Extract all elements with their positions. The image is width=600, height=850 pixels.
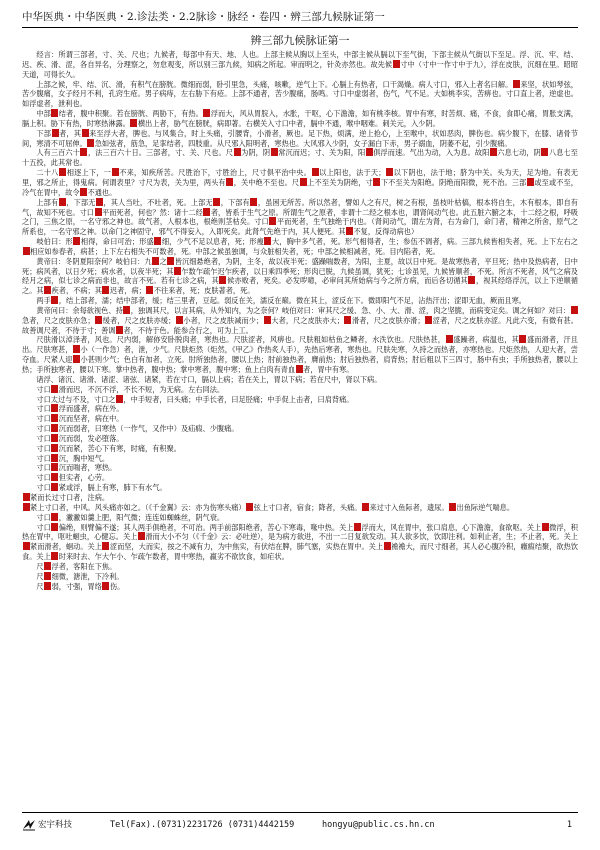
text-run: 相应如参春者，病甚；上下左右相失不可数者，死。中部之候虽独调，与众脏相失者，死；中部之候相减者，死。目内陷者，死。	[30, 246, 440, 256]
redacted-glyph-icon	[52, 129, 59, 137]
redacted-glyph-icon	[213, 198, 220, 206]
redacted-glyph-icon	[51, 385, 58, 393]
redacted-glyph-icon	[51, 424, 58, 432]
redacted-glyph-icon	[344, 316, 351, 324]
text-run: 尺肤滑以淖泽者，风也。尺内弱，解㑊安卧脱肉者，寒热也。尺肤涩者，风痹也。尺肤粗如枯鱼之鳞者，水泆饮也。尺肤热甚，	[36, 335, 446, 345]
text-run: 浮而盛者，病在外。	[58, 404, 124, 414]
redacted-glyph-icon	[23, 247, 30, 255]
paragraph	[22, 395, 578, 405]
hongyu-logo-icon	[22, 818, 36, 831]
text-run: 六息七动，阴	[497, 148, 541, 158]
text-run: 急者，尺之皮肤亦急；	[22, 315, 95, 325]
text-run: ，其人当吐，不吐者，死。上部无	[103, 197, 213, 207]
redacted-glyph-icon	[23, 542, 30, 550]
paragraph	[22, 523, 578, 562]
redacted-glyph-icon	[51, 434, 58, 442]
text-run: 常沉而迟；寸、关为阳，阳	[278, 148, 366, 158]
redacted-glyph-icon	[51, 463, 58, 471]
redacted-glyph-icon	[102, 286, 109, 294]
text-run: 之	[159, 256, 167, 266]
paragraph	[22, 513, 578, 523]
text-run: 盛躁者，病温也，其	[453, 335, 519, 345]
footer-telfax: Tel(Fax).(0731)2231726 (0731)4442159	[110, 820, 295, 830]
text-run: 紧或浮，膈上有寒，肺下有水气。	[58, 483, 167, 493]
redacted-glyph-icon	[167, 257, 174, 265]
text-run: 诸浮、诸沉、诸滑、诸涩、诸弦、诸紧，若在寸口，膈以上病；若在关上，胃以下病；若在尺中，肾以下病。	[36, 374, 382, 384]
redacted-glyph-icon	[519, 335, 526, 343]
text-run: 滑者，尺之皮肤亦滑；	[351, 315, 425, 325]
text-run: 者，其	[59, 128, 82, 138]
text-run: ，中手短者，曰头痛；中手长者，曰足胫痛；中手促上击者，曰肩背痛。	[123, 394, 354, 404]
redacted-glyph-icon	[449, 503, 456, 511]
paragraph	[22, 572, 578, 582]
footer-rule	[22, 812, 578, 813]
redacted-glyph-icon	[130, 119, 137, 127]
text-run: 浮而大，风从胃脘入，水胀，干呕，心下澹澹，如有桃李核。胃中有寒，时苦烦、痛，不食，食即心痛，胃胀支满，膈上积。胁下有热，时寒热淋露。	[22, 109, 578, 128]
text-run: 黄帝问曰：余每欲视色、持	[36, 305, 123, 315]
redacted-glyph-icon	[386, 168, 393, 176]
redacted-glyph-icon	[203, 208, 210, 216]
redacted-glyph-icon	[269, 217, 276, 225]
redacted-glyph-icon	[87, 139, 94, 147]
redacted-glyph-icon	[51, 404, 58, 412]
paragraph	[22, 414, 578, 424]
redacted-glyph-icon	[527, 178, 534, 186]
text-run: 急如弦者，筋急，足挛结者，四肢重。从尺邪入阳明者，寒热也。大风邪入少阴，女子漏白下赤，男子溺血，阴萎不起，引少腹痛。	[94, 138, 512, 148]
footer-company: 宏宇科技	[38, 820, 73, 830]
redacted-glyph-icon	[51, 454, 58, 462]
redacted-glyph-icon	[59, 168, 66, 176]
paragraph	[22, 582, 578, 592]
text-run: 相得，命曰可治；形盛	[80, 237, 154, 247]
text-run: 下部	[36, 128, 51, 138]
redacted-glyph-icon	[51, 523, 58, 531]
text-run: 尺	[36, 571, 44, 581]
paragraph	[22, 198, 578, 237]
text-run: 小（一作急）者，泄，少气。尺肤炬然（炬然，《甲乙》作热炙人手），先热后寒者，寒热也。尺肤先寒，久持之而热者，亦寒热也。尺炬然热，人迎大者，尝夺血。尺紧人迎	[22, 345, 578, 365]
text-run: 岐伯曰：形	[36, 237, 73, 247]
text-run: 寸口	[36, 453, 51, 463]
paragraph	[22, 109, 578, 129]
redacted-glyph-icon	[95, 316, 102, 324]
redacted-glyph-icon	[95, 208, 102, 216]
redacted-glyph-icon	[226, 178, 233, 186]
text-run: 寸口	[36, 414, 51, 424]
text-run: 弱，寸强，胃络	[51, 581, 102, 591]
redacted-glyph-icon	[80, 148, 87, 156]
redacted-glyph-icon	[102, 582, 109, 590]
redacted-glyph-icon	[51, 296, 58, 304]
text-run: ，下部有	[220, 197, 250, 207]
text-run: 横出上者，胁气在膀胱，病即著。右横关入寸口中者，膈中不通，喉中咽难。刺关元，入少阴。	[137, 118, 440, 128]
paragraph	[22, 50, 578, 80]
redacted-glyph-icon	[271, 148, 278, 156]
text-run: 者，胃中有寒。	[303, 365, 354, 374]
redacted-glyph-icon	[73, 345, 80, 353]
redacted-glyph-icon	[542, 523, 549, 531]
paragraph	[22, 483, 578, 493]
redacted-glyph-icon	[73, 355, 80, 363]
text-run: 或至或不至，冷气在胃中，故令	[22, 177, 578, 197]
paragraph	[22, 80, 578, 110]
text-run: 下不至关为阳绝。阴绝而阳微，死不治。三部	[380, 177, 527, 187]
redacted-glyph-icon	[393, 60, 400, 68]
redacted-glyph-icon	[571, 306, 578, 314]
paragraph	[22, 424, 578, 434]
text-run: 寸口	[36, 404, 51, 414]
breadcrumb: 中华医典・中华医典・2.诊法类・2.2脉诊・脉经・卷四・辨三部九候脉证第一	[22, 11, 385, 23]
text-run: 小甚则少气；色白有加者，立死。肘所独热者，腰以上热；肘前独热者，膺前热；肘后独热者，肩背热；肘后粗以下三四寸，肠中有虫；手所独热者，腰以上热；手所独寒者，腰以下寒。掌中热者，腹中热；掌中寒者，腹中寒；鱼上白肉有青血	[22, 355, 578, 374]
redacted-glyph-icon	[490, 148, 497, 156]
paragraph	[22, 473, 578, 483]
text-run: 人有三百六十	[36, 148, 80, 158]
redacted-glyph-icon	[312, 168, 319, 176]
text-run: 细微，溏泄，下冷利。	[51, 571, 124, 581]
text-run: 时来时去、乍大乍小、乍疏乍数者，胃中寒热，羸劣不欲饮食，如疟状。	[58, 552, 289, 562]
text-run: 浮者，客阳在下焦。	[51, 561, 117, 571]
redacted-glyph-icon	[300, 178, 307, 186]
redacted-glyph-icon	[203, 109, 210, 117]
text-run: 不复，反得动病也）	[353, 227, 419, 237]
text-run: 滑而大小不匀（《千金》云：必吐逆），是为病方欲进，不出一二日复欲发动。其人欲多饮，饮即注利。如利止者，生；不止者，死。关上	[145, 532, 578, 542]
text-run: 伤。	[109, 581, 125, 591]
paragraph	[22, 493, 578, 503]
text-run: 细，少气不足以息者，死；形瘦	[161, 237, 264, 247]
text-run: ，独调其尺，以言其病，从外知内，为之奈何？岐伯对曰：审其尺之缓、急、小、大、滑、涩，肉之坚脆，而病变定矣。调之何如？对曰：	[130, 305, 570, 315]
redacted-glyph-icon	[51, 414, 58, 422]
text-run: 寸口	[36, 463, 51, 473]
redacted-glyph-icon	[116, 395, 123, 403]
text-run: 沉，胸中短气。	[58, 453, 110, 463]
redacted-glyph-icon	[146, 286, 153, 294]
text-run: 涩而坚，大而实，按之不减有力，为中焦实，有伏结在脾，肺气塞，实热在胃中。关上	[109, 542, 384, 552]
text-run: 紧而长过寸口者，注病。	[30, 492, 110, 502]
redacted-glyph-icon	[112, 168, 119, 176]
text-run: 沉而紧，苦心下有寒，时痛，有积聚。	[58, 443, 181, 453]
text-run: 两手	[36, 296, 51, 306]
paragraph	[22, 404, 578, 414]
text-run: 候亦败者，死矣。必发哕噫，必审问其所始病与今之所方病，而后各切循其	[226, 276, 468, 286]
paragraph	[22, 306, 578, 336]
text-run: 来至浮大者，脾也。与风集合，时上头痛，引腰背，小滑者，厥也。足下热，烦满，逆上抢心，上至喉中，状如恶肉，脾伤也。病少腹下，在膝、诸骨节间，寒清不可屈伸。	[22, 128, 578, 148]
paragraph	[22, 257, 578, 296]
redacted-glyph-icon	[116, 326, 123, 334]
redacted-glyph-icon	[366, 148, 373, 156]
redacted-glyph-icon	[152, 257, 159, 265]
footer-email: hongyu@public.cs.hn.cn	[322, 820, 435, 830]
paragraph	[22, 444, 578, 454]
paragraph	[22, 129, 578, 149]
redacted-glyph-icon	[44, 286, 51, 294]
text-run: 寸口	[36, 473, 51, 483]
text-run: 皆沉细悬绝者，为阴，主冬，故以夜半死；盛躁喘数者，为阳，主夏，故以日中死。是故寒热者，平旦死；热中及热病者，日中死；病风者，以日夕死；病水者，以夜半死；其	[22, 256, 578, 276]
redacted-glyph-icon	[154, 237, 161, 245]
text-run: 中部	[36, 109, 51, 119]
text-run: 迟者，病；	[109, 286, 146, 296]
redacted-glyph-icon	[174, 267, 181, 275]
text-run: 寸口	[36, 424, 51, 434]
text-run: 浮而大，风在胃中，张口肩息，心下澹澹，食欲呕。关上	[361, 522, 542, 532]
text-run: 小者，尺之皮肤减而少；	[183, 315, 264, 325]
redacted-glyph-icon	[425, 316, 432, 324]
text-run: 沉而喘者，寒热。	[58, 463, 117, 473]
text-run: 寸口太过与不及，寸口之	[36, 394, 116, 404]
text-run: 不来，知疾所苦。尺胜治下，寸胜治上，尺寸俱平治中央。	[119, 168, 312, 178]
text-run: 襜襜大，而尺寸细者，其人必心腹冷积，癥瘕结聚，欲热饮食。关上	[22, 542, 578, 562]
text-run: ，结上部者，濡；结中部者，缓；结三里者，豆起。弱反在关，濡反在巅。微在其上，涩反在下。微即阳气不足，沾热汗出；涩即无血，厥而且寒。	[58, 296, 526, 306]
text-run: 不往来者，死；皮肤著者，死。	[153, 286, 255, 296]
text-run: 滑而迟，不沉不浮，不长不短，为无病。左右同法。	[58, 384, 225, 394]
redacted-glyph-icon	[468, 276, 475, 284]
footer	[22, 816, 578, 834]
redacted-glyph-icon	[102, 542, 109, 550]
text-run: 寸口	[36, 483, 51, 493]
text-run: 相逐上下，一	[66, 168, 111, 178]
text-run: 以下阴也，法于地；脐为中关。头为天，足为地。有表无里，邪之所止，得鬼病。何谓表里？寸尺为表，关为里，两头有	[22, 168, 578, 187]
text-run: 沉而坚者，病在中。	[58, 414, 124, 424]
redacted-glyph-icon	[51, 513, 58, 521]
text-run: 者，不待于色。能参合行之，可为上工。	[123, 325, 253, 335]
redacted-glyph-icon	[246, 503, 253, 511]
document-body	[22, 50, 578, 807]
text-run: 寸口	[36, 384, 51, 394]
text-run: 盛而滑者，汗且出。尺肤寒甚，	[22, 335, 578, 355]
redacted-glyph-icon	[264, 237, 271, 245]
text-run: 上部有	[36, 197, 59, 207]
text-run: 结者，腹中积聚。若在膀胱、两胁下，有热。	[58, 109, 203, 119]
redacted-glyph-icon	[23, 503, 30, 511]
text-run: ，关中绝不至也。尺	[233, 177, 300, 187]
text-run: 为阴，阴	[241, 148, 271, 158]
redacted-glyph-icon	[82, 129, 89, 137]
redacted-glyph-icon	[51, 552, 58, 560]
redacted-glyph-icon	[59, 198, 66, 206]
paragraph	[22, 454, 578, 464]
redacted-glyph-icon	[354, 523, 361, 531]
text-run: 尺	[36, 561, 44, 571]
text-run: 俱浮而速。气出为动，入为息。故阳	[373, 148, 490, 158]
text-run: 不通也。	[87, 187, 117, 197]
page-title: 辨三部九候脉证第一	[250, 34, 350, 47]
header-rule	[22, 27, 578, 28]
text-run: 经言：所谓三部者，寸、关、尺也；九候者，每部中有天、地、人也。上部主候从胸以上至头，中部主候从膈以下至气街，下部主候从气街以下至足。浮、沉、牢、结、迟、疾、滑、涩，各自异名，分理察之，勿怠观变，所以别三部九候，知病之所起。审而明之，针灸亦然也。故先候	[22, 50, 578, 69]
redacted-glyph-icon	[51, 483, 58, 491]
text-run: 来坚，状如琴弦，苦少腹痛，女子经月不利，孔窍生疮。男子病痔，左右胁下有疮。上部不通者，苦少腹痛，肠鸣。寸口中虚弱者，伤气，气不足。大如桃李实，苦痹也。寸口直上者，逆虚也。如浮虚者，泄利也。	[22, 79, 578, 109]
paragraph	[22, 434, 578, 444]
text-run: 上不至关为阴绝，寸	[307, 177, 373, 187]
text-run: 二十八	[36, 168, 59, 178]
redacted-glyph-icon	[23, 493, 30, 501]
text-run: 寸口	[36, 433, 51, 443]
paragraph	[22, 503, 578, 513]
redacted-glyph-icon	[362, 503, 369, 511]
redacted-glyph-icon	[123, 306, 130, 314]
redacted-glyph-icon	[51, 444, 58, 452]
text-run: 寸口	[36, 443, 51, 453]
text-run: 上部之候，牢、结、沉、滑，有积气在膀胱。微细而弱，卧引里急，头痛，咳嗽，逆气上下。心膈上有热者，口干渴燥。病人寸口，邪入上者名曰解。	[36, 79, 513, 89]
paragraph	[22, 375, 578, 385]
text-run: 乍数乍疏乍迟乍疾者，以日乘四季死；形肉已脱，九候虽调，犹死；七诊虽见，九候皆顺者，不死。所言不死者，风气之病及经月之病，似七诊之病而非也，故言不死。若有七诊之病，其	[22, 266, 578, 286]
text-run: 寸口	[36, 522, 51, 532]
text-run: 八息七至十五投，此其常也。	[22, 148, 578, 168]
text-run: ，潎潎如羹上肥，阳气微；连连如蜘蛛丝，阴气衰。	[58, 512, 225, 522]
redacted-glyph-icon	[513, 80, 520, 88]
paragraph	[22, 562, 578, 572]
text-run: 平而死者，生气独绝于内也。（肾间动气，谓左为肾，右为命门，命门者，精神之所舍，原气之所系也，一名守邪之神。以命门之神固守，邪气不得妄入，入即死矣。此肾气先绝于内，其人便死。其	[22, 217, 578, 237]
redacted-glyph-icon	[96, 198, 103, 206]
text-run: 微浮，积热在胃中，呕吐蛔虫，心健忘。关上	[22, 522, 578, 542]
redacted-glyph-icon	[264, 316, 271, 324]
redacted-glyph-icon	[44, 572, 51, 580]
paragraph	[22, 296, 578, 306]
paragraph	[22, 237, 578, 257]
text-run: 紧而滑者，蛔动。关上	[30, 542, 102, 552]
text-run: 但实者，心劳。	[58, 473, 110, 483]
paragraph	[22, 168, 578, 198]
text-run: 沉而弱，发必堕落。	[58, 433, 124, 443]
text-run: ，法三百六十日。三部者，寸、关、尺也。尺	[87, 148, 234, 158]
paragraph	[22, 148, 578, 168]
redacted-glyph-icon	[51, 473, 58, 481]
page-number: 1	[566, 820, 572, 830]
redacted-glyph-icon	[51, 109, 58, 117]
redacted-glyph-icon	[250, 198, 257, 206]
text-run: ，视其经络浮沉，以上下逆顺循之。其	[22, 276, 578, 296]
paragraph	[22, 385, 578, 395]
text-run: 出鱼际逆气喘息。	[456, 502, 515, 512]
text-run: 平而死者，何也？然：诸十二经	[102, 207, 203, 217]
redacted-glyph-icon	[138, 532, 145, 540]
text-run: ，虽困无所苦。所以然者，譬如人之有尺，树之有根，虽枝叶枯槁，根本将自生，木有根本，即自有气，故知不死也。寸口	[22, 197, 578, 217]
text-run: ，下部无	[66, 197, 96, 207]
redacted-glyph-icon	[80, 188, 87, 196]
redacted-glyph-icon	[373, 178, 380, 186]
text-run: 尺	[36, 581, 44, 591]
redacted-glyph-icon	[73, 237, 80, 245]
text-run: 大者，尺之皮肤亦大；	[271, 315, 344, 325]
text-run: 弦上寸口者，宿食；降者，头痛。	[253, 502, 362, 512]
text-run: 寸口	[36, 512, 51, 522]
paragraph	[22, 463, 578, 473]
paragraph	[22, 335, 578, 374]
text-run: 紧上寸口者，中风。风头痛亦如之。（《千金翼》云：亦为伤寒头痛）	[30, 502, 246, 512]
text-run: 涩者，尺之皮肤亦涩。凡此六变，有微有甚。故善调尺者，不待于寸；善调	[22, 315, 578, 335]
text-run: 寸中（寸中一作寸中于九），浮在皮肤，沉细在里。昭昭天道，可得长久。	[22, 59, 578, 79]
redacted-glyph-icon	[541, 148, 548, 156]
text-run: 沉而弱者，曰寒热（一作气，又作中）及疝瘕、少腹痛。	[58, 424, 239, 434]
redacted-glyph-icon	[219, 276, 226, 284]
redacted-glyph-icon	[296, 365, 303, 373]
text-run: 以上阳也，法于天；	[319, 168, 386, 178]
redacted-glyph-icon	[384, 542, 391, 550]
text-run: 偏绝，则臂偏不遂；其人两手俱绝者，不可治。两手前部阳绝者，苦心下寒毒，喙中热。关上	[58, 522, 354, 532]
text-run: 大，胸中多气者，死。形气相得者，生；参伍不调者，病。三部九候皆相失者，死。上下左右之	[271, 237, 578, 247]
redacted-glyph-icon	[44, 562, 51, 570]
text-run: 疾者，不病；其	[51, 286, 102, 296]
redacted-glyph-icon	[346, 227, 353, 235]
text-run: 黄帝曰：冬阴夏阳奈何？岐伯曰：九	[36, 256, 152, 266]
redacted-glyph-icon	[234, 148, 241, 156]
redacted-glyph-icon	[176, 316, 183, 324]
text-run: 者，皆系于生气之原。所谓生气之原者，非谓十二经之根本也，谓肾间动气也。此五脏六腑之本，十二经之根，呼吸之门，三焦之原，一名守邪之神也。故气者，人根本也，根绝则茎枯矣。寸口	[22, 207, 578, 227]
redacted-glyph-icon	[446, 335, 453, 343]
text-run: 来过寸入鱼际者，遗尿。	[369, 502, 449, 512]
redacted-glyph-icon	[44, 582, 51, 590]
text-run: 缓者，尺之皮肤亦缓；	[102, 315, 176, 325]
